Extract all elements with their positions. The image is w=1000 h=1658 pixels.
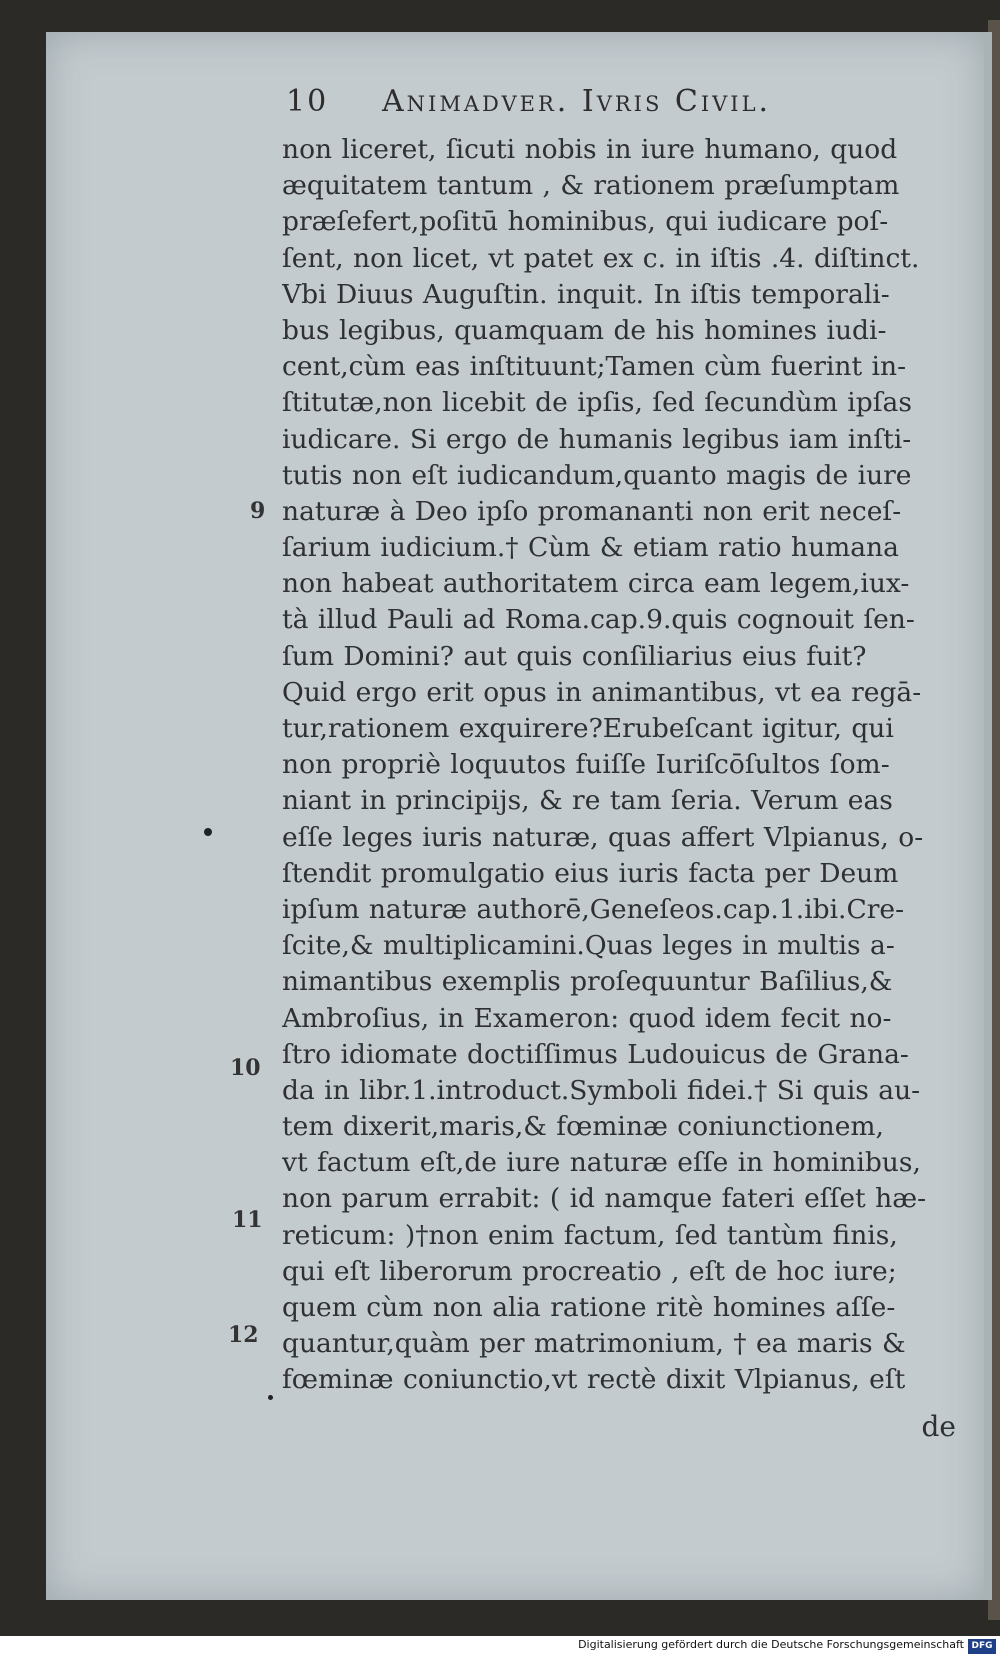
running-title: Animadver. Ivris Civil. (382, 84, 772, 119)
text-line: Ambroſius, in Exameron: quod idem fecit no- (282, 1002, 892, 1034)
text-line: iudicare. Si ergo de humanis legibus iam inſti- (282, 423, 912, 455)
body-text (282, 132, 968, 1399)
text-line: nimantibus exemplis proſequuntur Baſilius,& (282, 966, 893, 998)
margin-number: 12 (228, 1322, 259, 1348)
text-line: vt factum eſt,de iure naturæ eſſe in hominibus, (282, 1147, 921, 1179)
text-line: quem cùm non alia ratione ritè homines aſſe- (282, 1292, 896, 1323)
text-line: ſcite,& multiplicamini.Quas leges in multis a- (282, 930, 895, 962)
text-line: Vbi Diuus Auguſtin. inquit. In iſtis temporali- (282, 278, 890, 310)
text-line: non habeat authoritatem circa eam legem,iux- (282, 568, 910, 600)
ink-spot (268, 1395, 273, 1400)
text-line: tem dixerit,maris,& fœminæ coniunctionem, (282, 1111, 884, 1143)
text-line: ſum Domini? aut quis conſiliarius eius fuit? (282, 640, 867, 672)
page-number: 10 (286, 84, 329, 119)
dfg-logo-icon: DFG (968, 1639, 996, 1654)
text-line: non parum errabit: ( id namque fateri eſſet hæ- (282, 1183, 927, 1215)
text-line: bus legibus, quamquam de his homines iudi- (282, 314, 887, 346)
text-line: non propriè loquutos fuiſſe Iuriſcōſultos ſom- (282, 749, 890, 781)
text-line: reticum: )†non enim factum, ſed tantùm finis, (282, 1219, 898, 1251)
text-line: ſtro idiomate doctiſſimus Ludouicus de Grana- (282, 1038, 909, 1070)
text-line: ſent, non licet, vt patet ex c. in iſtis .4. diſtinct. (282, 242, 920, 274)
ink-spot (204, 828, 212, 836)
text-line: cent,cùm eas inſtituunt;Tamen cùm fuerint in- (282, 351, 907, 383)
text-line: ſarium iudicium.† Cùm & etiam ratio humana (282, 532, 899, 564)
text-line: tà illud Pauli ad Roma.cap.9.quis cognouit ſen- (282, 604, 915, 636)
text-line: naturæ à Deo ipſo promananti non erit neceſ- (282, 495, 902, 527)
text-line: niant in principijs, & re tam ſeria. Verum eas (282, 785, 893, 817)
text-line: da in libr.1.introduct.Symboli fidei.† Si quis au- (282, 1074, 921, 1106)
text-line: non liceret, ſicuti nobis in iure humano, quod (282, 134, 898, 165)
text-line: præſefert,poſitū hominibus, qui iudicare poſ- (282, 206, 889, 238)
text-line: Quid ergo erit opus in animantibus, vt ea regā- (282, 676, 922, 708)
text-line: quantur,quàm per matrimonium, † ea maris & (282, 1328, 906, 1360)
text-line: qui eſt liberorum procreatio , eſt de hoc iure; (282, 1255, 897, 1287)
catchword: de (921, 1410, 956, 1443)
text-line: tutis non eſt iudicandum,quanto magis de iure (282, 459, 912, 491)
text-line: tur,rationem exquirere?Erubeſcant igitur, qui (282, 713, 894, 744)
margin-number: 11 (232, 1207, 263, 1233)
text-line: ipſum naturæ authorē,Geneſeos.cap.1.ibi.Cre- (282, 893, 905, 925)
margin-number: 9 (250, 498, 266, 524)
footer-credit: Digitalisierung gefördert durch die Deutsche Forschungsgemeinschaft (578, 1638, 964, 1651)
text-line: eſſe leges iuris naturæ, quas affert Vlpianus, o- (282, 821, 924, 853)
footer-bar (0, 1636, 1000, 1658)
text-line: ſtitutæ,non licebit de ipſis, ſed ſecundùm ipſas (282, 387, 912, 419)
text-line: æquitatem tantum , & rationem præſumptam (282, 170, 900, 202)
margin-number: 10 (230, 1055, 261, 1081)
text-line: fœminæ coniunctio,vt rectè dixit Vlpianus, eſt (282, 1364, 906, 1396)
page-header (286, 84, 966, 124)
text-line: ſtendit promulgatio eius iuris facta per Deum (282, 857, 899, 889)
